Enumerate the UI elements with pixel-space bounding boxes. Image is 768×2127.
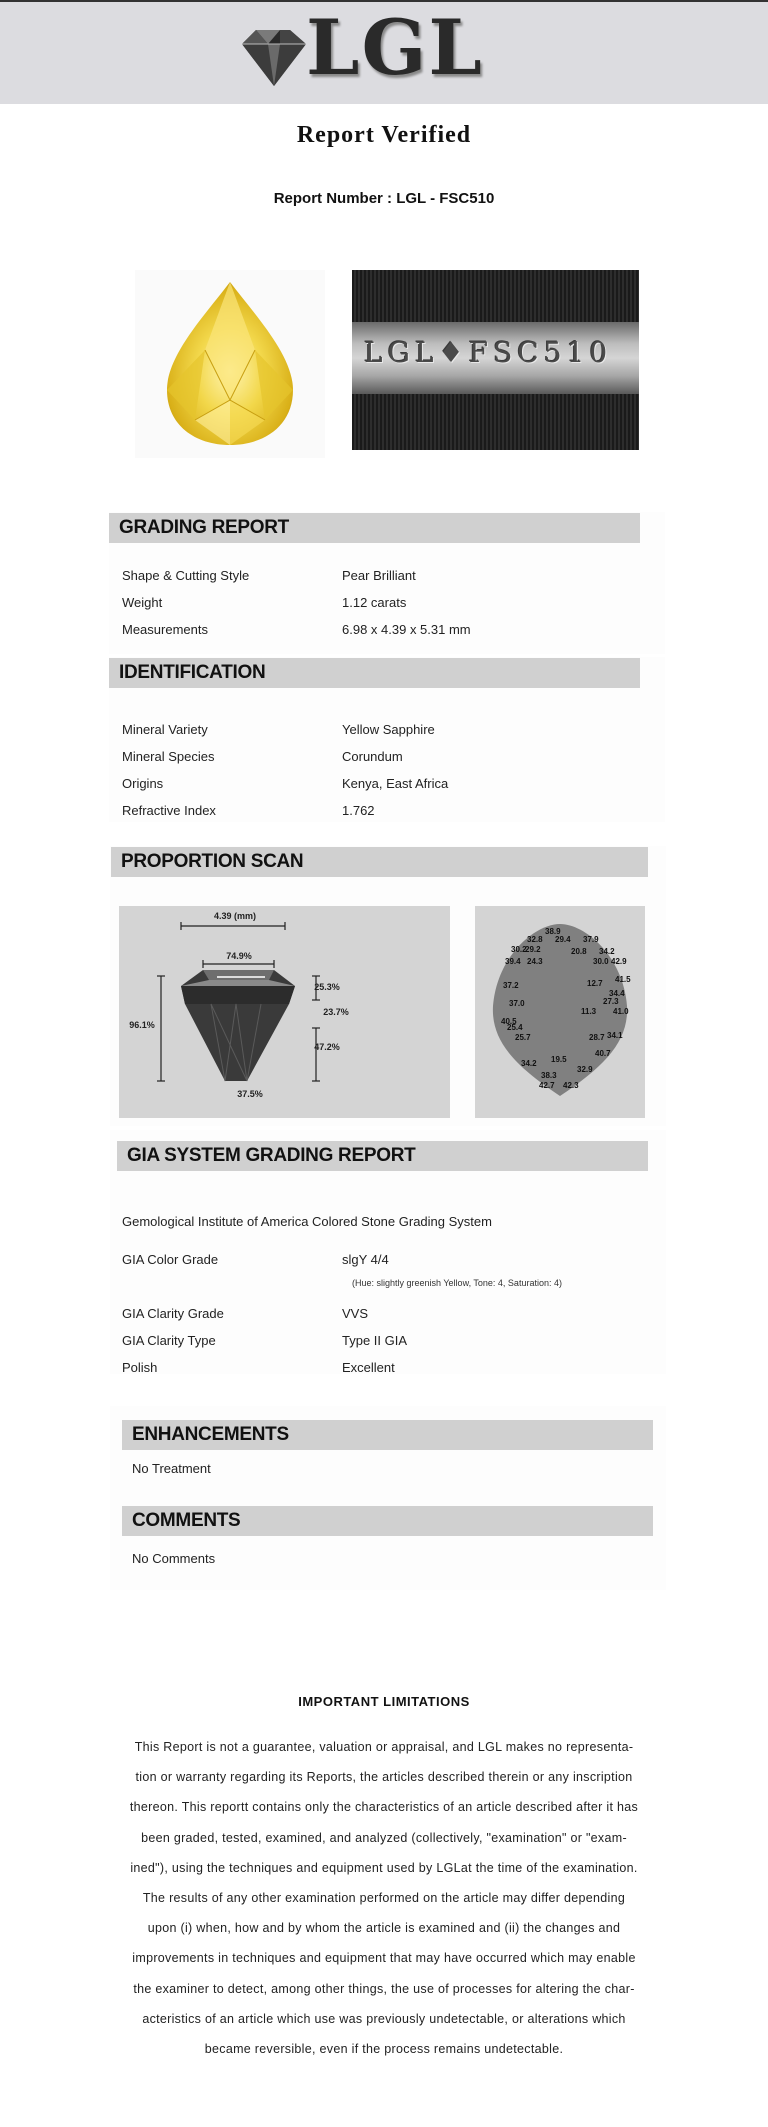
limitations-line: improvements in techniques and equipment that may have occurred which may enable: [132, 1951, 636, 1966]
top-view-value: 41.5: [615, 975, 631, 984]
grading-label: Measurements: [122, 622, 208, 637]
top-view-value: 34.1: [607, 1031, 623, 1040]
top-view-diagram: [475, 906, 645, 1118]
top-view-value: 30.2: [511, 945, 527, 954]
identification-label: Mineral Species: [122, 749, 215, 764]
limitations-line: upon (i) when, how and by whom the article is examined and (ii) the changes and: [147, 1921, 621, 1936]
color-note: (Hue: slightly greenish Yellow, Tone: 4, Saturation: 4): [352, 1278, 562, 1288]
top-view-value: 32.8: [527, 935, 543, 944]
grading-value: 6.98 x 4.39 x 5.31 mm: [342, 622, 471, 637]
top-view-value: 27.3: [603, 997, 619, 1006]
comments-text: No Comments: [132, 1551, 216, 1566]
top-view-value: 12.7: [587, 979, 603, 988]
pavilion-label: 47.2%: [314, 1042, 340, 1052]
top-view-value: 25.4: [507, 1023, 523, 1032]
top-view-value: 37.2: [503, 981, 519, 990]
limitations-line: acteristics of an article which use was previously undetectable, or alterations which: [142, 2011, 626, 2026]
width-label: 4.39 (mm): [213, 911, 257, 921]
gia-heading: GIA SYSTEM GRADING REPORT: [117, 1141, 648, 1171]
depth-label: 96.1%: [129, 1020, 155, 1030]
girdle-label: 23.7%: [323, 1007, 349, 1017]
limitations-line: the examiner to detect, among other things, the use of processes for altering the char-: [133, 1981, 635, 1996]
limitations-body: [118, 1732, 650, 2064]
gem-photo: [135, 270, 325, 458]
top-view-value: 38.9: [545, 927, 561, 936]
table-label: 74.9%: [226, 951, 252, 961]
grading-label: Weight: [122, 595, 163, 610]
top-view-value: 39.4: [505, 957, 521, 966]
gia-label: GIA Clarity Grade: [122, 1306, 224, 1321]
top-view-value: 34.4: [609, 989, 625, 998]
culet-label: 37.5%: [237, 1089, 263, 1099]
identification-label: Origins: [122, 776, 164, 791]
comments-heading: COMMENTS: [122, 1506, 653, 1536]
header-band: [0, 2, 768, 104]
enhancements-text: No Treatment: [132, 1461, 211, 1476]
top-view-svg: [475, 906, 645, 1118]
inscription-photo: [352, 270, 639, 450]
report-number: Report Number : LGL - FSC510: [273, 190, 495, 207]
top-view-value: 40.5: [501, 1017, 517, 1026]
top-view-value: 11.3: [581, 1007, 597, 1016]
top-view-value: 37.9: [583, 935, 599, 944]
side-profile-diagram: [119, 906, 450, 1118]
gia-label: Polish: [122, 1360, 158, 1375]
top-view-value: 42.9: [611, 957, 627, 966]
gia-value: Excellent: [342, 1360, 395, 1375]
identification-value: Yellow Sapphire: [342, 722, 435, 737]
limitations-title: IMPORTANT LIMITATIONS: [298, 1694, 470, 1709]
grading-heading: GRADING REPORT: [109, 513, 640, 543]
crown-label: 25.3%: [314, 982, 340, 992]
side-profile-svg: [119, 906, 450, 1118]
top-view-value: 32.9: [577, 1065, 593, 1074]
limitations-line: ined"), using the techniques and equipment used by LGLat the time of the examination.: [130, 1860, 638, 1875]
diamond-icon: [234, 26, 312, 90]
top-view-value: 24.3: [527, 957, 543, 966]
top-view-value: 29.4: [555, 935, 571, 944]
identification-value: Corundum: [342, 749, 403, 764]
limitations-line: This Report is not a guarantee, valuation or appraisal, and LGL makes no representa-: [134, 1740, 634, 1754]
gia-label: GIA Clarity Type: [122, 1333, 216, 1348]
top-view-value: 30.0: [593, 957, 609, 966]
grading-label: Shape & Cutting Style: [122, 568, 250, 583]
top-view-value: 38.3: [541, 1071, 557, 1080]
gia-value: VVS: [342, 1306, 369, 1321]
top-view-value: 42.7: [539, 1081, 555, 1090]
top-view-value: 20.8: [571, 947, 587, 956]
lgl-logo: [234, 3, 486, 94]
enhancements-heading: ENHANCEMENTS: [122, 1420, 653, 1450]
proportion-heading: PROPORTION SCAN: [111, 847, 648, 877]
identification-heading: IDENTIFICATION: [109, 658, 640, 688]
gia-system-name: Gemological Institute of America Colored Stone Grading System: [122, 1214, 492, 1229]
limitations-line: tion or warranty regarding its Reports, the articles described therein or any inscription: [135, 1770, 633, 1785]
top-view-value: 29.2: [525, 945, 541, 954]
grading-value: Pear Brilliant: [342, 568, 416, 583]
grading-value: 1.12 carats: [342, 595, 407, 610]
identification-value: 1.762: [342, 803, 375, 818]
top-view-value: 40.7: [595, 1049, 611, 1058]
top-view-value: 34.2: [599, 947, 615, 956]
top-view-value: 25.7: [515, 1033, 531, 1042]
limitations-line: thereon. This reportt contains only the characteristics of an article described after it has: [129, 1800, 639, 1815]
top-view-value: 28.7: [589, 1033, 605, 1042]
gia-label: GIA Color Grade: [122, 1252, 219, 1267]
page-title: Report Verified: [296, 122, 472, 148]
limitations-line: became reversible, even if the process remains undetectable.: [204, 2042, 564, 2057]
identification-label: Refractive Index: [122, 803, 216, 818]
gia-value: slgY 4/4: [342, 1252, 389, 1267]
identification-value: Kenya, East Africa: [342, 776, 449, 791]
top-view-value: 34.2: [521, 1059, 537, 1068]
limitations-line: The results of any other examination performed on the article may differ depending: [142, 1891, 626, 1906]
limitations-line: been graded, tested, examined, and analyzed (collectively, "examination" or "exam-: [141, 1830, 627, 1845]
inscription-text: LGL♦FSC510: [364, 336, 613, 369]
gia-value: Type II GIA: [342, 1333, 408, 1348]
top-view-value: 42.3: [563, 1081, 579, 1090]
identification-label: Mineral Variety: [122, 722, 208, 737]
logo-text: LGL: [306, 3, 484, 92]
top-view-value: 19.5: [551, 1055, 567, 1064]
top-view-value: 41.0: [613, 1007, 629, 1016]
pear-gem-image: [135, 270, 325, 458]
top-view-value: 37.0: [509, 999, 525, 1008]
